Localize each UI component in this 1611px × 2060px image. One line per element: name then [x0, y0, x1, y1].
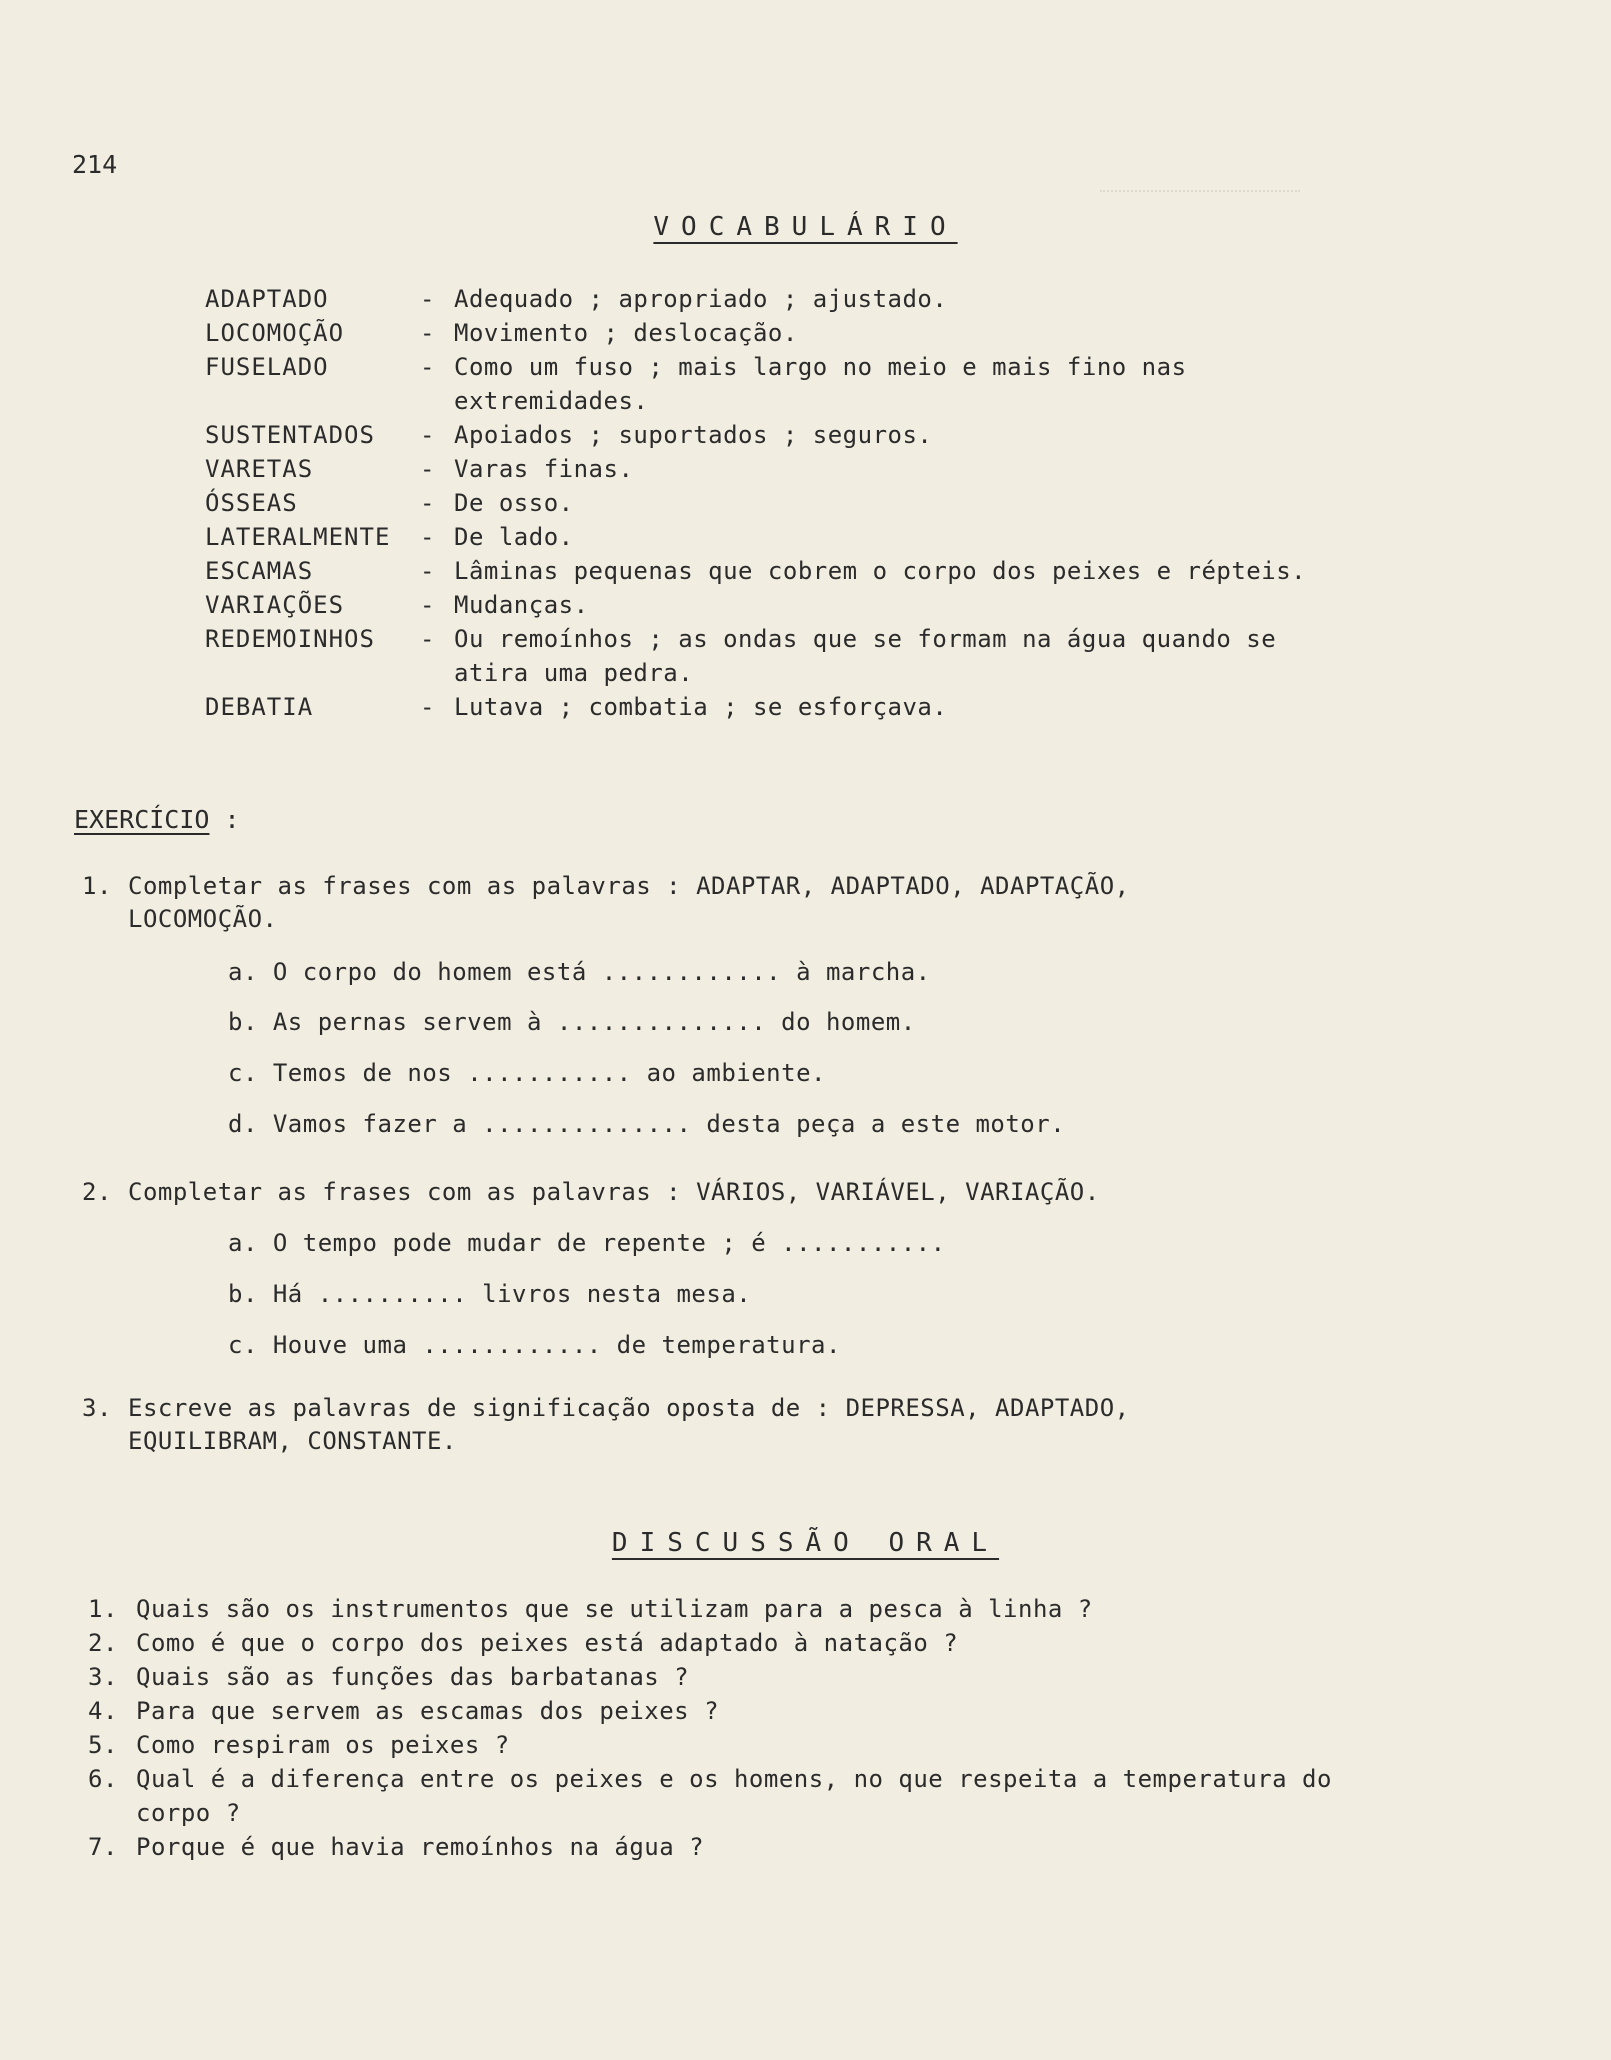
exercise-subitem: b. As pernas servem à .............. do homem.: [228, 1008, 916, 1036]
vocab-dash: -: [420, 319, 435, 347]
vocab-dash: -: [420, 421, 435, 449]
vocab-dash: -: [420, 489, 435, 517]
vocab-term: FUSELADO: [205, 353, 329, 381]
vocab-dash: -: [420, 557, 435, 585]
exercise-item: [82, 870, 1282, 936]
page-number: 214: [72, 150, 118, 179]
vocab-definition: De osso.: [454, 489, 574, 517]
exercise-subitem: c. Temos de nos ........... ao ambiente.: [228, 1059, 826, 1087]
vocab-definition: De lado.: [454, 523, 574, 551]
vocab-dash: -: [420, 591, 435, 619]
oral-discussion-list: [88, 1592, 1348, 1864]
exercise-number: 2.: [82, 1178, 112, 1206]
discussion-question: 1. Quais são os instrumentos que se utilizam para a pesca à linha ?: [88, 1595, 1093, 1623]
vocab-term: VARETAS: [205, 455, 314, 483]
vocab-dash: -: [420, 285, 435, 313]
vocab-entry: [205, 316, 1345, 350]
vocab-term: SUSTENTADOS: [205, 421, 375, 449]
vocab-dash: -: [420, 625, 435, 653]
vocab-dash: -: [420, 353, 435, 381]
exercise-instruction: Completar as frases com as palavras : ADAPTAR, ADAPTADO, ADAPTAÇÃO,: [128, 872, 1130, 900]
vocab-term: LATERALMENTE: [205, 523, 391, 551]
exercise-item: [82, 1176, 1282, 1209]
exercise-subitem: a. O corpo do homem está ............ à marcha.: [228, 958, 931, 986]
oral-discussion-title: DISCUSSÃO ORAL: [611, 1528, 1000, 1558]
vocab-term: VARIAÇÕES: [205, 591, 345, 619]
vocab-definition: Lâminas pequenas que cobrem o corpo dos peixes e répteis.: [454, 557, 1307, 585]
exercise-item: [82, 1392, 1282, 1458]
vocab-entry: [205, 520, 1345, 554]
exercise-instruction-cont: LOCOMOÇÃO.: [128, 905, 278, 933]
exercise-subitem: d. Vamos fazer a .............. desta peça a este motor.: [228, 1110, 1066, 1138]
vocab-dash: -: [420, 523, 435, 551]
exercise-instruction: Escreve as palavras de significação oposta de : DEPRESSA, ADAPTADO,: [128, 1394, 1130, 1422]
discussion-question: 3. Quais são as funções das barbatanas ?: [88, 1663, 690, 1691]
vocab-term: LOCOMOÇÃO: [205, 319, 345, 347]
vocab-definition: Lutava ; combatia ; se esforçava.: [454, 693, 948, 721]
vocab-entry: [205, 588, 1345, 622]
exercise-subitem: a. O tempo pode mudar de repente ; é ...........: [228, 1229, 946, 1257]
vocab-dash: -: [420, 693, 435, 721]
exercise-heading: EXERCÍCIO :: [74, 805, 240, 834]
vocab-definition: Como um fuso ; mais largo no meio e mais fino nas extremidades.: [454, 353, 1187, 415]
vocab-term: ADAPTADO: [205, 285, 329, 313]
discussion-question: 7. Porque é que havia remoínhos na água ?: [88, 1833, 705, 1861]
discussion-question: 2. Como é que o corpo dos peixes está adaptado à natação ?: [88, 1629, 959, 1657]
vocab-term: ESCAMAS: [205, 557, 314, 585]
vocab-dash: -: [420, 455, 435, 483]
vocab-term: ÓSSEAS: [205, 489, 298, 517]
vocab-entry: [205, 622, 1345, 690]
vocab-entry: [205, 350, 1345, 418]
vocab-definition: Varas finas.: [454, 455, 634, 483]
vocab-entry: [205, 418, 1345, 452]
vocab-definition: Apoiados ; suportados ; seguros.: [454, 421, 933, 449]
exercise-instruction-cont: EQUILIBRAM, CONSTANTE.: [128, 1427, 457, 1455]
exercise-subitem: b. Há .......... livros nesta mesa.: [228, 1280, 752, 1308]
vocabulary-title: VOCABULÁRIO: [653, 212, 958, 242]
vocab-entry: [205, 452, 1345, 486]
vocab-entry: [205, 486, 1345, 520]
vocab-entry: [205, 282, 1345, 316]
exercise-number: 1.: [82, 872, 112, 900]
discussion-question: 6. Qual é a diferença entre os peixes e os homens, no que respeita a temperatura do corpo ?: [88, 1765, 1332, 1827]
discussion-question: 5. Como respiram os peixes ?: [88, 1731, 510, 1759]
show-through-shadow: [1100, 160, 1300, 192]
discussion-question: 4. Para que servem as escamas dos peixes ?: [88, 1697, 720, 1725]
exercise-subitem: c. Houve uma ............ de temperatura.: [228, 1331, 841, 1359]
vocab-definition: Mudanças.: [454, 591, 589, 619]
exercise-instruction: Completar as frases com as palavras : VÁRIOS, VARIÁVEL, VARIAÇÃO.: [128, 1178, 1100, 1206]
vocab-entry: [205, 554, 1345, 588]
vocab-definition: Movimento ; deslocação.: [454, 319, 798, 347]
vocab-entry: [205, 690, 1345, 724]
vocab-definition: Adequado ; apropriado ; ajustado.: [454, 285, 948, 313]
vocab-definition: Ou remoínhos ; as ondas que se formam na água quando se atira uma pedra.: [454, 625, 1277, 687]
vocab-term: DEBATIA: [205, 693, 314, 721]
vocabulary-list: [205, 282, 1345, 724]
vocab-term: REDEMOINHOS: [205, 625, 375, 653]
exercise-number: 3.: [82, 1394, 112, 1422]
